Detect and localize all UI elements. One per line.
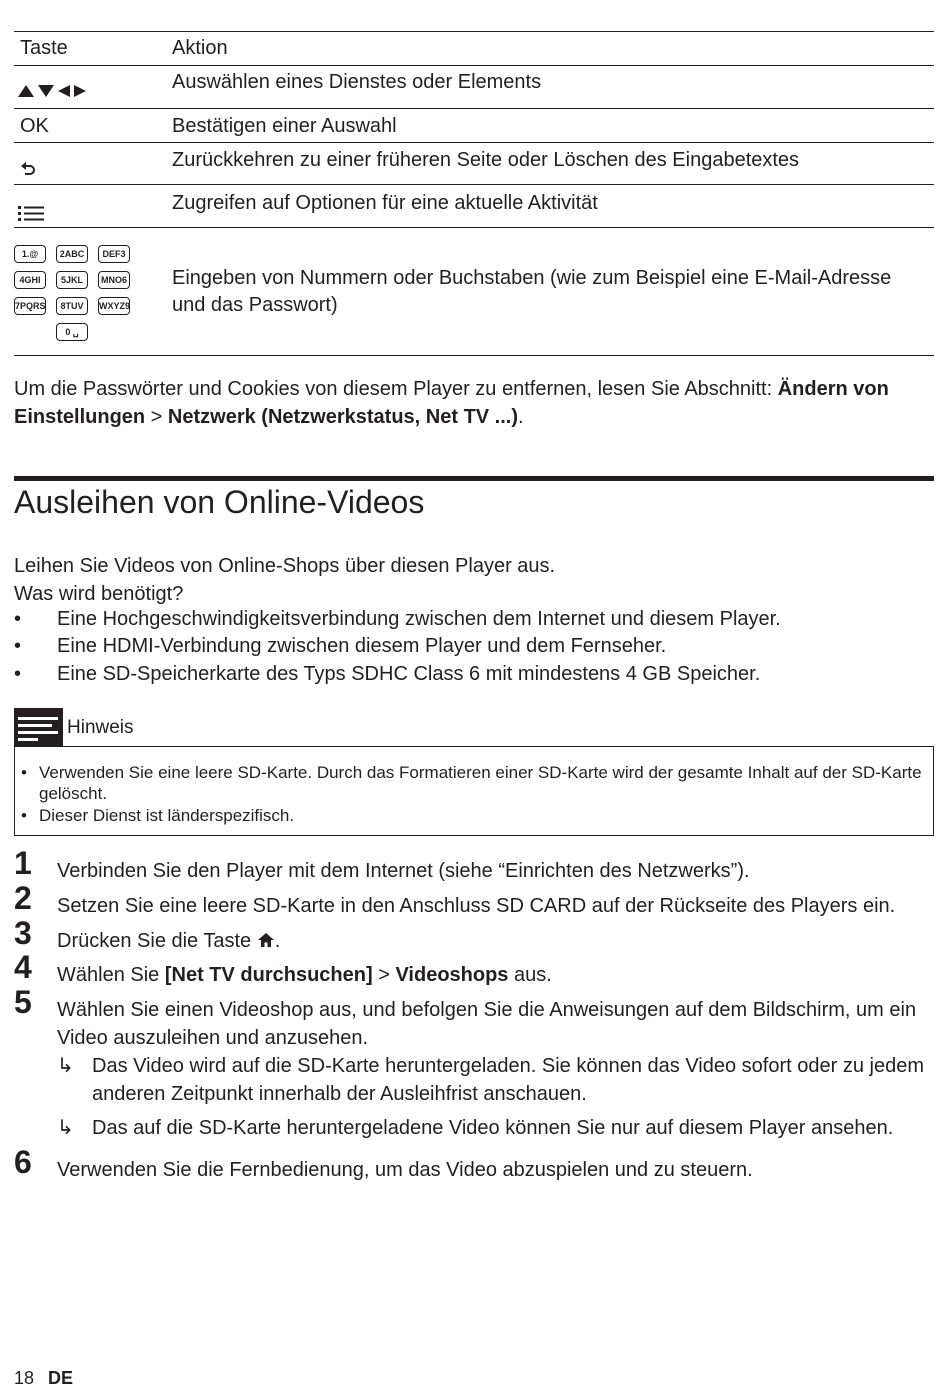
note-item: • Verwenden Sie eine leere SD-Karte. Durch das Formatieren einer SD-Karte wird der gesamte Inhalt auf der SD-Karte gelöscht. — [21, 762, 931, 804]
keypad-key: 0 ␣ — [56, 323, 88, 341]
note-label: Hinweis — [67, 717, 134, 738]
table-row-action: Bestätigen einer Auswahl — [172, 115, 397, 137]
step-text: Setzen Sie eine leere SD-Karte in den Anschluss SD CARD auf der Rückseite des Players ein. — [57, 895, 896, 917]
step-3 — [14, 915, 934, 955]
step-number: 3 — [14, 915, 32, 951]
requirements-title: Was wird benötigt? — [14, 583, 184, 605]
keypad-key: 8TUV — [56, 297, 88, 315]
table-row-action-line1: Eingeben von Nummern oder Buchstaben (wie zum Beispiel eine E-Mail-Adresse — [172, 267, 892, 289]
note-icon — [14, 708, 63, 746]
keypad-key: 2ABC — [56, 245, 88, 263]
step-number: 6 — [14, 1144, 32, 1180]
section-lead: Leihen Sie Videos von Online-Shops über diesen Player aus. — [14, 555, 556, 577]
step-text: Drücken Sie die Taste . — [57, 930, 281, 952]
intro-link-2: Einstellungen — [14, 406, 146, 428]
step-number: 2 — [14, 880, 32, 916]
result-arrow-icon: ↳ — [57, 1117, 74, 1139]
back-icon — [20, 161, 36, 177]
keypad-key: 4GHI — [14, 271, 46, 289]
keypad-key: MNO6 — [98, 271, 130, 289]
step-4 — [14, 949, 934, 989]
step-5 — [14, 984, 934, 1052]
intro-sep: > — [145, 406, 168, 428]
table-header-key: Taste — [20, 37, 68, 59]
table-header-action: Aktion — [172, 37, 228, 59]
options-icon — [18, 205, 44, 221]
arrow-keys-icon — [18, 83, 88, 99]
intro-link-1: Ändern von — [777, 378, 889, 400]
manual-page: Taste Aktion Auswählen eines Dienstes oder Elements OK Bestätigen einer Auswahl Zurückkehren zu einer früheren Seite oder Löschen des Eingabetextes Zugreifen auf Optionen für eine aktuelle Aktivität 1.@ 2ABC DEF3 4GHI 5JKL MNO6 7PQRS 8TUV WXYZ9 0 ␣ Eingeben von Nummern oder Buchstaben (wie zum Beispiel eine E-Mail-Adresse und das Passwort) Um die Passwörter und Cookies von diesem Player zu entfernen, lesen Sie Abschnitt: Ändern von Einstellungen > Netzwerk (Netzwerkstatus, Net TV ...). Ausleihen von Online-Videos Leihen Sie Videos von Online-Shops über diesen Player aus. Was wird benötigt? • Eine Hochgeschwindigkeitsverbindung zwischen dem Internet und diesem Player. • Eine HDMI-Verbindung zwischen diesem Player und dem Fernseher. • Eine SD-Speicherkarte des Typs SDHC Class 6 mit mindestens 4 GB Speicher. Hinweis • Verwenden Sie eine leere SD-Karte. Durch das Formatieren einer SD-Karte wird der gesamte Inhalt auf der SD-Karte gelöscht. • Dieser Dienst ist länderspezifisch. 1 Verbinden Sie den Player mit dem Internet (siehe “Einrichten des Netzwerks”). 2 Setzen Sie eine leere SD-Karte in den Anschluss SD CARD auf der Rückseite des Players ein. 3 Drücken Sie die Taste . 4 Wählen Sie [Net TV durchsuchen] > Videoshops aus. 5 Wählen Sie einen Videoshop aus, und befolgen Sie die Anweisungen auf dem Bildschirm, um ein Video auszuleihen und anzusehen. ↳ Das Video wird auf die SD-Karte heruntergeladen. Sie können das Video sofort oder zu jedem anderen Zeitpunkt innerhalb der Ausleihfrist anschauen. ↳ Das auf die SD-Karte heruntergeladene Video können Sie nur auf diesem Player ansehen. 6 Verwenden Sie die Fernbedienung, um das Video abzuspielen und zu steuern. 18 DE — [0, 0, 950, 1392]
intro-paragraph — [14, 375, 914, 431]
step-2 — [14, 880, 934, 920]
menu-net-tv: [Net TV durchsuchen] — [164, 964, 373, 986]
sd-card-label: SD CARD — [496, 895, 587, 917]
table-row-action-line2: und das Passwort) — [172, 294, 338, 316]
section-title: Ausleihen von Online-Videos — [14, 484, 425, 520]
step-text: Verbinden Sie den Player mit dem Internet (siehe “Einrichten des Netzwerks”). — [57, 860, 750, 882]
page-footer — [14, 1368, 73, 1389]
step-number: 1 — [14, 845, 32, 881]
keypad-key: WXYZ9 — [98, 297, 130, 315]
requirement-text: Eine Hochgeschwindigkeitsverbindung zwischen dem Internet und diesem Player. — [57, 608, 781, 630]
step-number: 4 — [14, 949, 32, 985]
section-rule — [14, 476, 934, 481]
step-5-result — [57, 1114, 937, 1142]
table-row-action: Auswählen eines Dienstes oder Elements — [172, 71, 542, 93]
numeric-keypad-icon — [14, 245, 144, 341]
menu-videoshops: Videoshops — [395, 964, 509, 986]
intro-end: . — [518, 406, 524, 428]
requirement-text: Eine SD-Speicherkarte des Typs SDHC Class 6 mit mindestens 4 GB Speicher. — [57, 663, 761, 685]
note-item: • Dieser Dienst ist länderspezifisch. — [21, 805, 931, 826]
step-text: Wählen Sie [Net TV durchsuchen] > Videoshops aus. — [57, 964, 552, 986]
note-box — [14, 746, 934, 836]
step-text: Wählen Sie einen Videoshop aus, und befolgen Sie die Anweisungen auf dem Bildschirm, um ein Video auszuleihen und anzusehen. — [57, 999, 917, 1049]
table-row-action: Zugreifen auf Optionen für eine aktuelle Aktivität — [172, 192, 598, 214]
step-1 — [14, 845, 934, 885]
result-text: Das auf die SD-Karte heruntergeladene Video können Sie nur auf diesem Player ansehen. — [92, 1117, 894, 1139]
result-text: Das Video wird auf die SD-Karte heruntergeladen. Sie können das Video sofort oder zu jedem anderen Zeitpunkt innerhalb der Ausleihfrist anschauen. — [92, 1055, 924, 1105]
keypad-key: 5JKL — [56, 271, 88, 289]
ok-key-label: OK — [20, 115, 49, 137]
keypad-key: 1.@ — [14, 245, 46, 263]
requirement-text: Eine HDMI-Verbindung zwischen diesem Player und dem Fernseher. — [57, 635, 667, 657]
keypad-key: DEF3 — [98, 245, 130, 263]
note-text: Verwenden Sie eine leere SD-Karte. Durch das Formatieren einer SD-Karte wird der gesamte Inhalt auf der SD-Karte gelöscht. — [39, 763, 922, 803]
page-number: 18 — [14, 1368, 35, 1388]
intro-text: Um die Passwörter und Cookies von diesem Player zu entfernen, lesen Sie Abschnitt: — [14, 378, 778, 400]
home-icon — [257, 932, 275, 948]
intro-link-3: Netzwerk (Netzwerkstatus, Net TV ...) — [167, 406, 519, 428]
step-5-result — [57, 1052, 937, 1108]
step-number: 5 — [14, 984, 32, 1020]
note-header — [14, 708, 214, 746]
step-6 — [14, 1144, 934, 1184]
step-text: Verwenden Sie die Fernbedienung, um das Video abzuspielen und zu steuern. — [57, 1159, 753, 1181]
table-row-action: Zurückkehren zu einer früheren Seite oder Löschen des Eingabetextes — [172, 149, 800, 171]
language-code: DE — [48, 1368, 74, 1388]
keypad-key: 7PQRS — [14, 297, 46, 315]
note-text: Dieser Dienst ist länderspezifisch. — [39, 806, 295, 825]
result-arrow-icon: ↳ — [57, 1055, 74, 1077]
